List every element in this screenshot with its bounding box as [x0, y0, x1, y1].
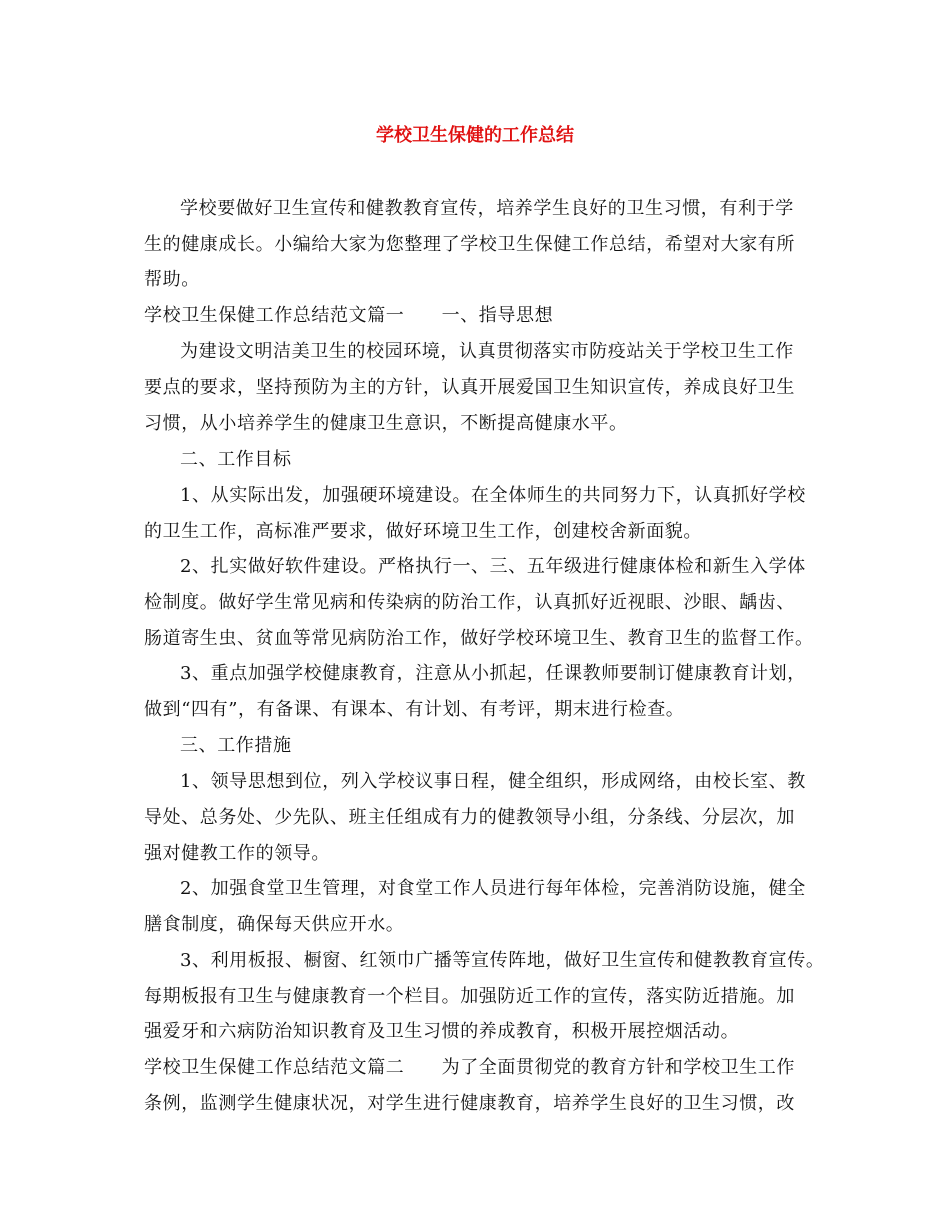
paragraph-line: 3、利用板报、橱窗、红领巾广播等宣传阵地，做好卫生宣传和健教教育宣传。	[180, 950, 825, 971]
paragraph-line: 为建设文明洁美卫生的校园环境，认真贯彻落实市防疫站关于学校卫生工作	[180, 341, 794, 362]
paragraph-line: 1、从实际出发，加强硬环境建设。在全体师生的共同努力下，认真抓好学校	[180, 485, 806, 506]
paragraph-line: 要点的要求，坚持预防为主的方针，认真开展爱国卫生知识宣传，养成良好卫生	[144, 377, 795, 398]
paragraph-line: 生的健康成长。小编给大家为您整理了学校卫生保健工作总结，希望对大家有所	[144, 234, 795, 255]
section-heading-line: 学校卫生保健工作总结范文篇二 为了全面贯彻党的教育方针和学校卫生工作	[144, 1057, 795, 1078]
paragraph-line: 导处、总务处、少先队、班主任组成有力的健教领导小组，分条线、分层次，加	[144, 807, 795, 828]
paragraph-line: 2、扎实做好软件建设。严格执行一、三、五年级进行健康体检和新生入学体	[180, 556, 806, 577]
paragraph-line: 膳食制度，确保每天供应开水。	[144, 914, 405, 935]
paragraph-line: 2、加强食堂卫生管理，对食堂工作人员进行每年体检，完善消防设施，健全	[180, 878, 806, 899]
section-heading-line: 三、工作措施	[180, 735, 292, 756]
section-heading-line: 学校卫生保健工作总结范文篇一 一、指导思想	[144, 305, 554, 326]
paragraph-line: 每期板报有卫生与健康教育一个栏目。加强防近工作的宣传，落实防近措施。加	[144, 986, 795, 1007]
paragraph-line: 学校要做好卫生宣传和健教教育宣传，培养学生良好的卫生习惯，有利于学	[180, 198, 794, 219]
paragraph-line: 条例，监测学生健康状况，对学生进行健康教育，培养学生良好的卫生习惯，改	[144, 1093, 795, 1114]
paragraph-line: 肠道寄生虫、贫血等常见病防治工作，做好学校环境卫生、教育卫生的监督工作。	[144, 628, 814, 649]
paragraph-line: 3、重点加强学校健康教育，注意从小抓起，任课教师要制订健康教育计划，	[180, 663, 806, 684]
paragraph-line: 的卫生工作，高标准严要求，做好环境卫生工作，创建校舍新面貌。	[144, 521, 702, 542]
paragraph-line: 做到“四有”，有备课、有课本、有计划、有考评，期末进行检查。	[144, 699, 685, 720]
paragraph-line: 强对健教工作的领导。	[144, 843, 330, 864]
paragraph-line: 检制度。做好学生常见病和传染病的防治工作，认真抓好近视眼、沙眼、龋齿、	[144, 592, 795, 613]
paragraph-line: 强爱牙和六病防治知识教育及卫生习惯的养成教育，积极开展控烟活动。	[144, 1021, 740, 1042]
paragraph-line: 习惯，从小培养学生的健康卫生意识，不断提高健康水平。	[144, 413, 628, 434]
document-title: 学校卫生保健的工作总结	[376, 125, 574, 146]
section-heading-line: 二、工作目标	[180, 449, 292, 470]
paragraph-line: 1、领导思想到位，列入学校议事日程，健全组织，形成网络，由校长室、教	[180, 771, 806, 792]
paragraph-line: 帮助。	[144, 269, 200, 290]
